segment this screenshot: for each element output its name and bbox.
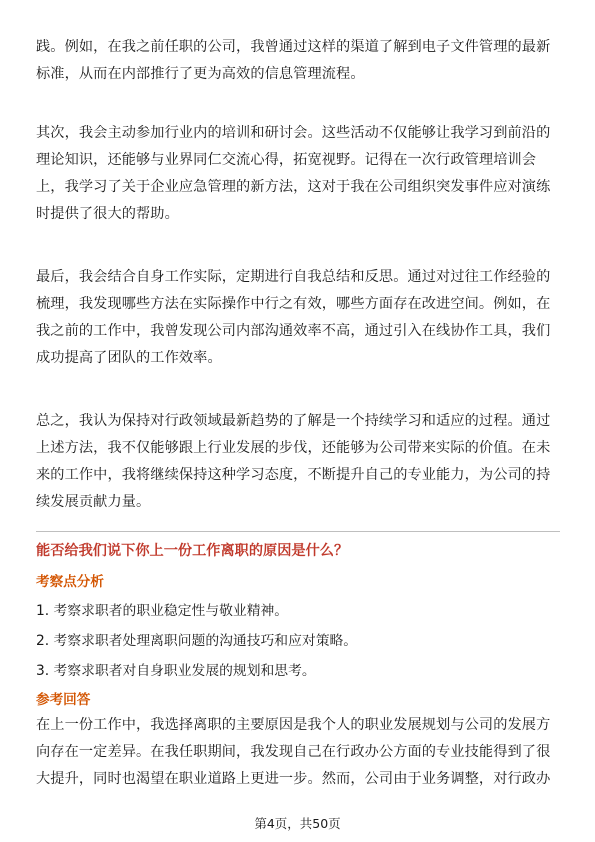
list-item: 3. 考察求职者对自身职业发展的规划和思考。 xyxy=(36,663,316,679)
paragraph-training: 其次，我会主动参加行业内的培训和研讨会。这些活动不仅能够让我学习到前沿的 理论知识，还能够与业界同仁交流心得，拓宽视野。记得在一次行政管理培训会 上，我学习了关于企业应急管理的新方法，这对于我在公司组织突发事件应对演练 时提供了很大的帮助。 xyxy=(36,125,551,222)
paragraph-reflection: 最后，我会结合自身工作实际，定期进行自我总结和反思。通过对过往工作经验的 梳理，我发现哪些方法在实际操作中行之有效，哪些方面存在改进空间。例如，在 我之前的工作中，我曾发现公司内部沟通效率不高，通过引入在线协作工具，我们 成功提高了团队的工作效率。 xyxy=(36,269,551,366)
paragraph-conclusion: 总之，我认为保持对行政领域最新趋势的了解是一个持续学习和适应的过程。通过 上述方法，我不仅能够跟上行业发展的步伐，还能够为公司带来实际的价值。在未 来的工作中，我将继续保持这种学习态度，不断提升自己的专业能力，为公司的持 续发展贡献力量。 xyxy=(36,413,551,510)
answer-heading: 参考回答 xyxy=(36,692,91,708)
page-number: 第4页，共50页 xyxy=(254,816,341,831)
analysis-list xyxy=(36,596,357,686)
paragraph-practice: 践。例如，在我之前任职的公司，我曾通过这样的渠道了解到电子文件管理的最新 标准，从而在内部推行了更为高效的信息管理流程。 xyxy=(36,39,551,82)
interview-question: 能否给我们说下你上一份工作离职的原因是什么？ xyxy=(36,543,349,559)
answer-text: 在上一份工作中，我选择离职的主要原因是我个人的职业发展规划与公司的发展方 向存在一定差异。在我任职期间，我发现自己在行政办公方面的专业技能得到了很 大提升，同时也渴望在职业道路上更进一步。然而，公司由于业务调整，对行政办 xyxy=(36,717,551,787)
list-item: 1. 考察求职者的职业稳定性与敬业精神。 xyxy=(36,603,289,619)
list-item: 2. 考察求职者处理离职问题的沟通技巧和应对策略。 xyxy=(36,633,358,649)
section-divider xyxy=(36,531,560,532)
analysis-heading: 考察点分析 xyxy=(36,574,104,590)
